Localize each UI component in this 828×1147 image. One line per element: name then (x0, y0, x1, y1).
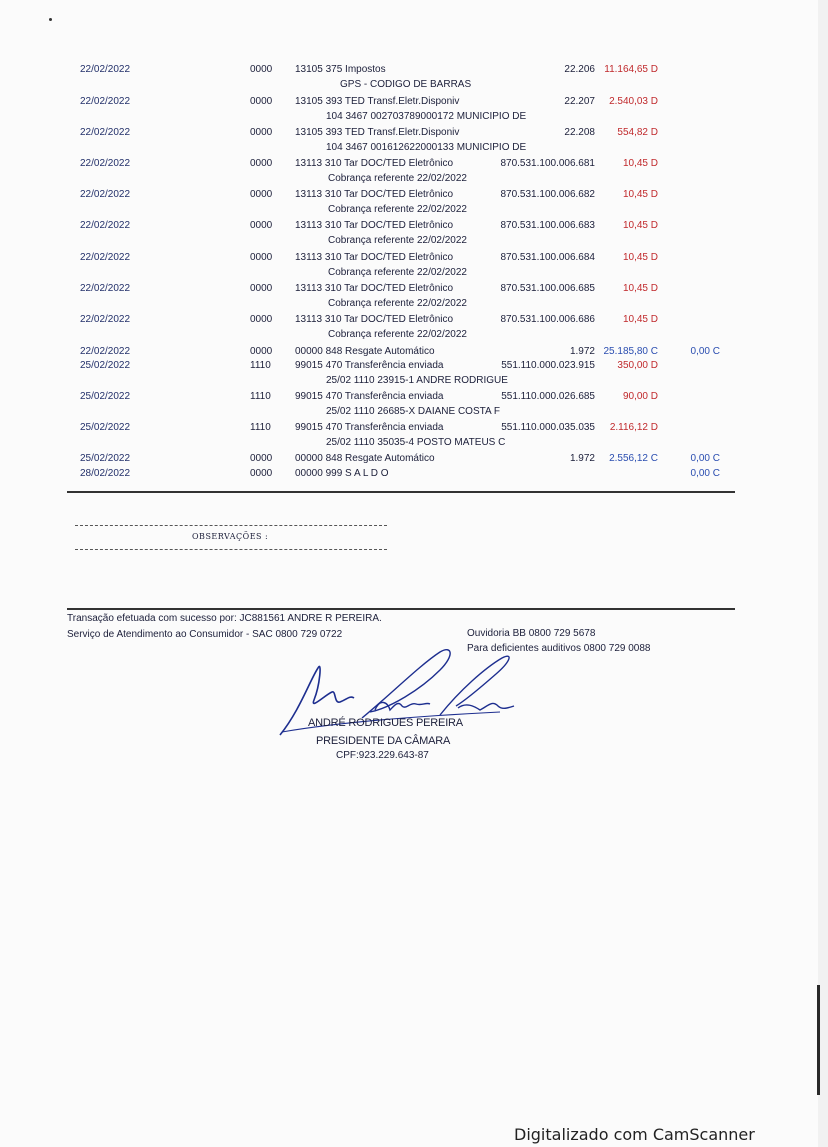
statement-ledger (0, 0, 818, 500)
ledger-row (0, 187, 818, 203)
entry-agency: 0000 (250, 252, 273, 263)
entry-document: 551.110.000.023.915 (501, 360, 595, 371)
entry-amount: 10,45 D (622, 220, 658, 231)
entry-document: 1.972 (569, 453, 595, 464)
entry-document: 22.207 (564, 96, 595, 107)
entry-amount: 2.540,03 D (609, 96, 658, 107)
ledger-row (0, 451, 818, 467)
entry-description: 13113 310 Tar DOC/TED Eletrônico (295, 220, 454, 231)
entry-agency: 0000 (250, 127, 273, 138)
entry-amount: 90,00 D (622, 391, 658, 402)
entry-description: 00000 999 S A L D O (295, 468, 389, 479)
entry-date: 22/02/2022 (80, 252, 131, 263)
sac-info: Serviço de Atendimento ao Consumidor - SAC 0800 729 0722 (67, 629, 343, 640)
entry-amount: 350,00 D (617, 360, 658, 371)
entry-detail: Cobrança referente 22/02/2022 (328, 329, 467, 340)
entry-detail: Cobrança referente 22/02/2022 (328, 267, 467, 278)
entry-detail: GPS - CODIGO DE BARRAS (340, 79, 472, 90)
entry-amount: 10,45 D (622, 189, 658, 200)
entry-description: 00000 848 Resgate Automático (295, 453, 435, 464)
ledger-row (0, 156, 818, 172)
ledger-row (0, 250, 818, 266)
camscanner-watermark: Digitalizado com CamScanner (514, 1125, 755, 1144)
entry-date: 25/02/2022 (80, 360, 131, 371)
ledger-row (0, 281, 818, 297)
entry-date: 22/02/2022 (80, 96, 131, 107)
entry-amount: 25.185,80 C (603, 346, 658, 357)
entry-amount: 2.556,12 C (609, 453, 658, 464)
signatory-cpf: CPF:923.229.643-87 (336, 750, 429, 761)
entry-detail: Cobrança referente 22/02/2022 (328, 235, 467, 246)
entry-document: 870.531.100.006.682 (500, 189, 595, 200)
entry-date: 22/02/2022 (80, 283, 131, 294)
entry-description: 13113 310 Tar DOC/TED Eletrônico (295, 189, 454, 200)
entry-agency: 0000 (250, 468, 273, 479)
entry-document: 870.531.100.006.684 (500, 252, 595, 263)
ledger-bottom-rule (67, 491, 735, 493)
entry-date: 22/02/2022 (80, 127, 131, 138)
entry-document: 22.208 (564, 127, 595, 138)
entry-description: 13105 393 TED Transf.Eletr.Disponiv (295, 127, 460, 138)
entry-description: 13113 310 Tar DOC/TED Eletrônico (295, 158, 454, 169)
entry-date: 25/02/2022 (80, 453, 131, 464)
entry-document: 870.531.100.006.683 (500, 220, 595, 231)
observations-top-dash (75, 525, 387, 526)
footer-rule (67, 608, 735, 610)
entry-agency: 0000 (250, 453, 273, 464)
entry-description: 00000 848 Resgate Automático (295, 346, 435, 357)
deficientes-info: Para deficientes auditivos 0800 729 0088 (467, 643, 651, 654)
entry-agency: 0000 (250, 158, 273, 169)
entry-balance: 0,00 C (690, 468, 720, 479)
ledger-row (0, 94, 818, 110)
entry-agency: 0000 (250, 96, 273, 107)
entry-document: 22.206 (564, 64, 595, 75)
entry-amount: 10,45 D (622, 252, 658, 263)
entry-description: 99015 470 Transferência enviada (295, 360, 444, 371)
entry-description: 99015 470 Transferência enviada (295, 391, 444, 402)
entry-agency: 0000 (250, 64, 273, 75)
entry-document: 551.110.000.026.685 (501, 391, 595, 402)
entry-description: 13105 393 TED Transf.Eletr.Disponiv (295, 96, 460, 107)
entry-description: 13113 310 Tar DOC/TED Eletrônico (295, 283, 454, 294)
entry-detail: 25/02 1110 23915-1 ANDRE RODRIGUE (326, 375, 508, 386)
entry-date: 22/02/2022 (80, 64, 131, 75)
entry-document: 1.972 (569, 346, 595, 357)
entry-amount: 554,82 D (617, 127, 658, 138)
ledger-row (0, 218, 818, 234)
entry-date: 25/02/2022 (80, 422, 131, 433)
entry-agency: 0000 (250, 346, 273, 357)
transaction-info: Transação efetuada com sucesso por: JC881561 ANDRE R PEREIRA. (67, 613, 382, 624)
entry-description: 99015 470 Transferência enviada (295, 422, 444, 433)
entry-agency: 0000 (250, 189, 273, 200)
ledger-row (0, 125, 818, 141)
signatory-role: PRESIDENTE DA CÂMARA (316, 735, 451, 747)
entry-date: 22/02/2022 (80, 220, 131, 231)
entry-agency: 0000 (250, 314, 273, 325)
ledger-row (0, 466, 818, 482)
ledger-row (0, 389, 818, 405)
entry-detail: Cobrança referente 22/02/2022 (328, 298, 467, 309)
ledger-row (0, 358, 818, 374)
entry-amount: 10,45 D (622, 158, 658, 169)
entry-description: 13113 310 Tar DOC/TED Eletrônico (295, 252, 454, 263)
entry-detail: 104 3467 002703789000172 MUNICIPIO DE (326, 111, 527, 122)
entry-document: 870.531.100.006.681 (500, 158, 595, 169)
entry-description: 13105 375 Impostos (295, 64, 386, 75)
signatory-name: ANDRÉ RODRIGUES PEREIRA (308, 717, 463, 729)
entry-amount: 2.116,12 D (609, 422, 658, 433)
entry-date: 22/02/2022 (80, 346, 131, 357)
entry-date: 25/02/2022 (80, 391, 131, 402)
entry-balance: 0,00 C (690, 346, 720, 357)
entry-detail: 25/02 1110 35035-4 POSTO MATEUS C (326, 437, 506, 448)
entry-agency: 1110 (250, 391, 271, 402)
entry-document: 870.531.100.006.685 (500, 283, 595, 294)
entry-date: 22/02/2022 (80, 189, 131, 200)
entry-detail: 25/02 1110 26685-X DAIANE COSTA F (326, 406, 500, 417)
observations-bottom-dash (75, 549, 387, 550)
entry-balance: 0,00 C (690, 453, 720, 464)
entry-amount: 11.164,65 D (604, 64, 658, 75)
entry-amount: 10,45 D (622, 283, 658, 294)
entry-date: 28/02/2022 (80, 468, 131, 479)
page-edge (818, 0, 828, 1147)
ledger-row (0, 312, 818, 328)
entry-agency: 0000 (250, 220, 273, 231)
entry-document: 870.531.100.006.686 (500, 314, 595, 325)
entry-document: 551.110.000.035.035 (501, 422, 595, 433)
ledger-row (0, 420, 818, 436)
entry-detail: Cobrança referente 22/02/2022 (328, 204, 467, 215)
observations-label: OBSERVAÇÕES : (192, 532, 269, 541)
entry-detail: 104 3467 001612622000133 MUNICIPIO DE (326, 142, 527, 153)
ouvidoria-info: Ouvidoria BB 0800 729 5678 (467, 628, 596, 639)
entry-amount: 10,45 D (622, 314, 658, 325)
ledger-row (0, 62, 818, 78)
entry-agency: 0000 (250, 283, 273, 294)
entry-agency: 1110 (250, 422, 271, 433)
entry-agency: 1110 (250, 360, 271, 371)
entry-date: 22/02/2022 (80, 158, 131, 169)
scrollbar[interactable] (817, 985, 820, 1095)
entry-detail: Cobrança referente 22/02/2022 (328, 173, 467, 184)
entry-description: 13113 310 Tar DOC/TED Eletrônico (295, 314, 454, 325)
entry-date: 22/02/2022 (80, 314, 131, 325)
